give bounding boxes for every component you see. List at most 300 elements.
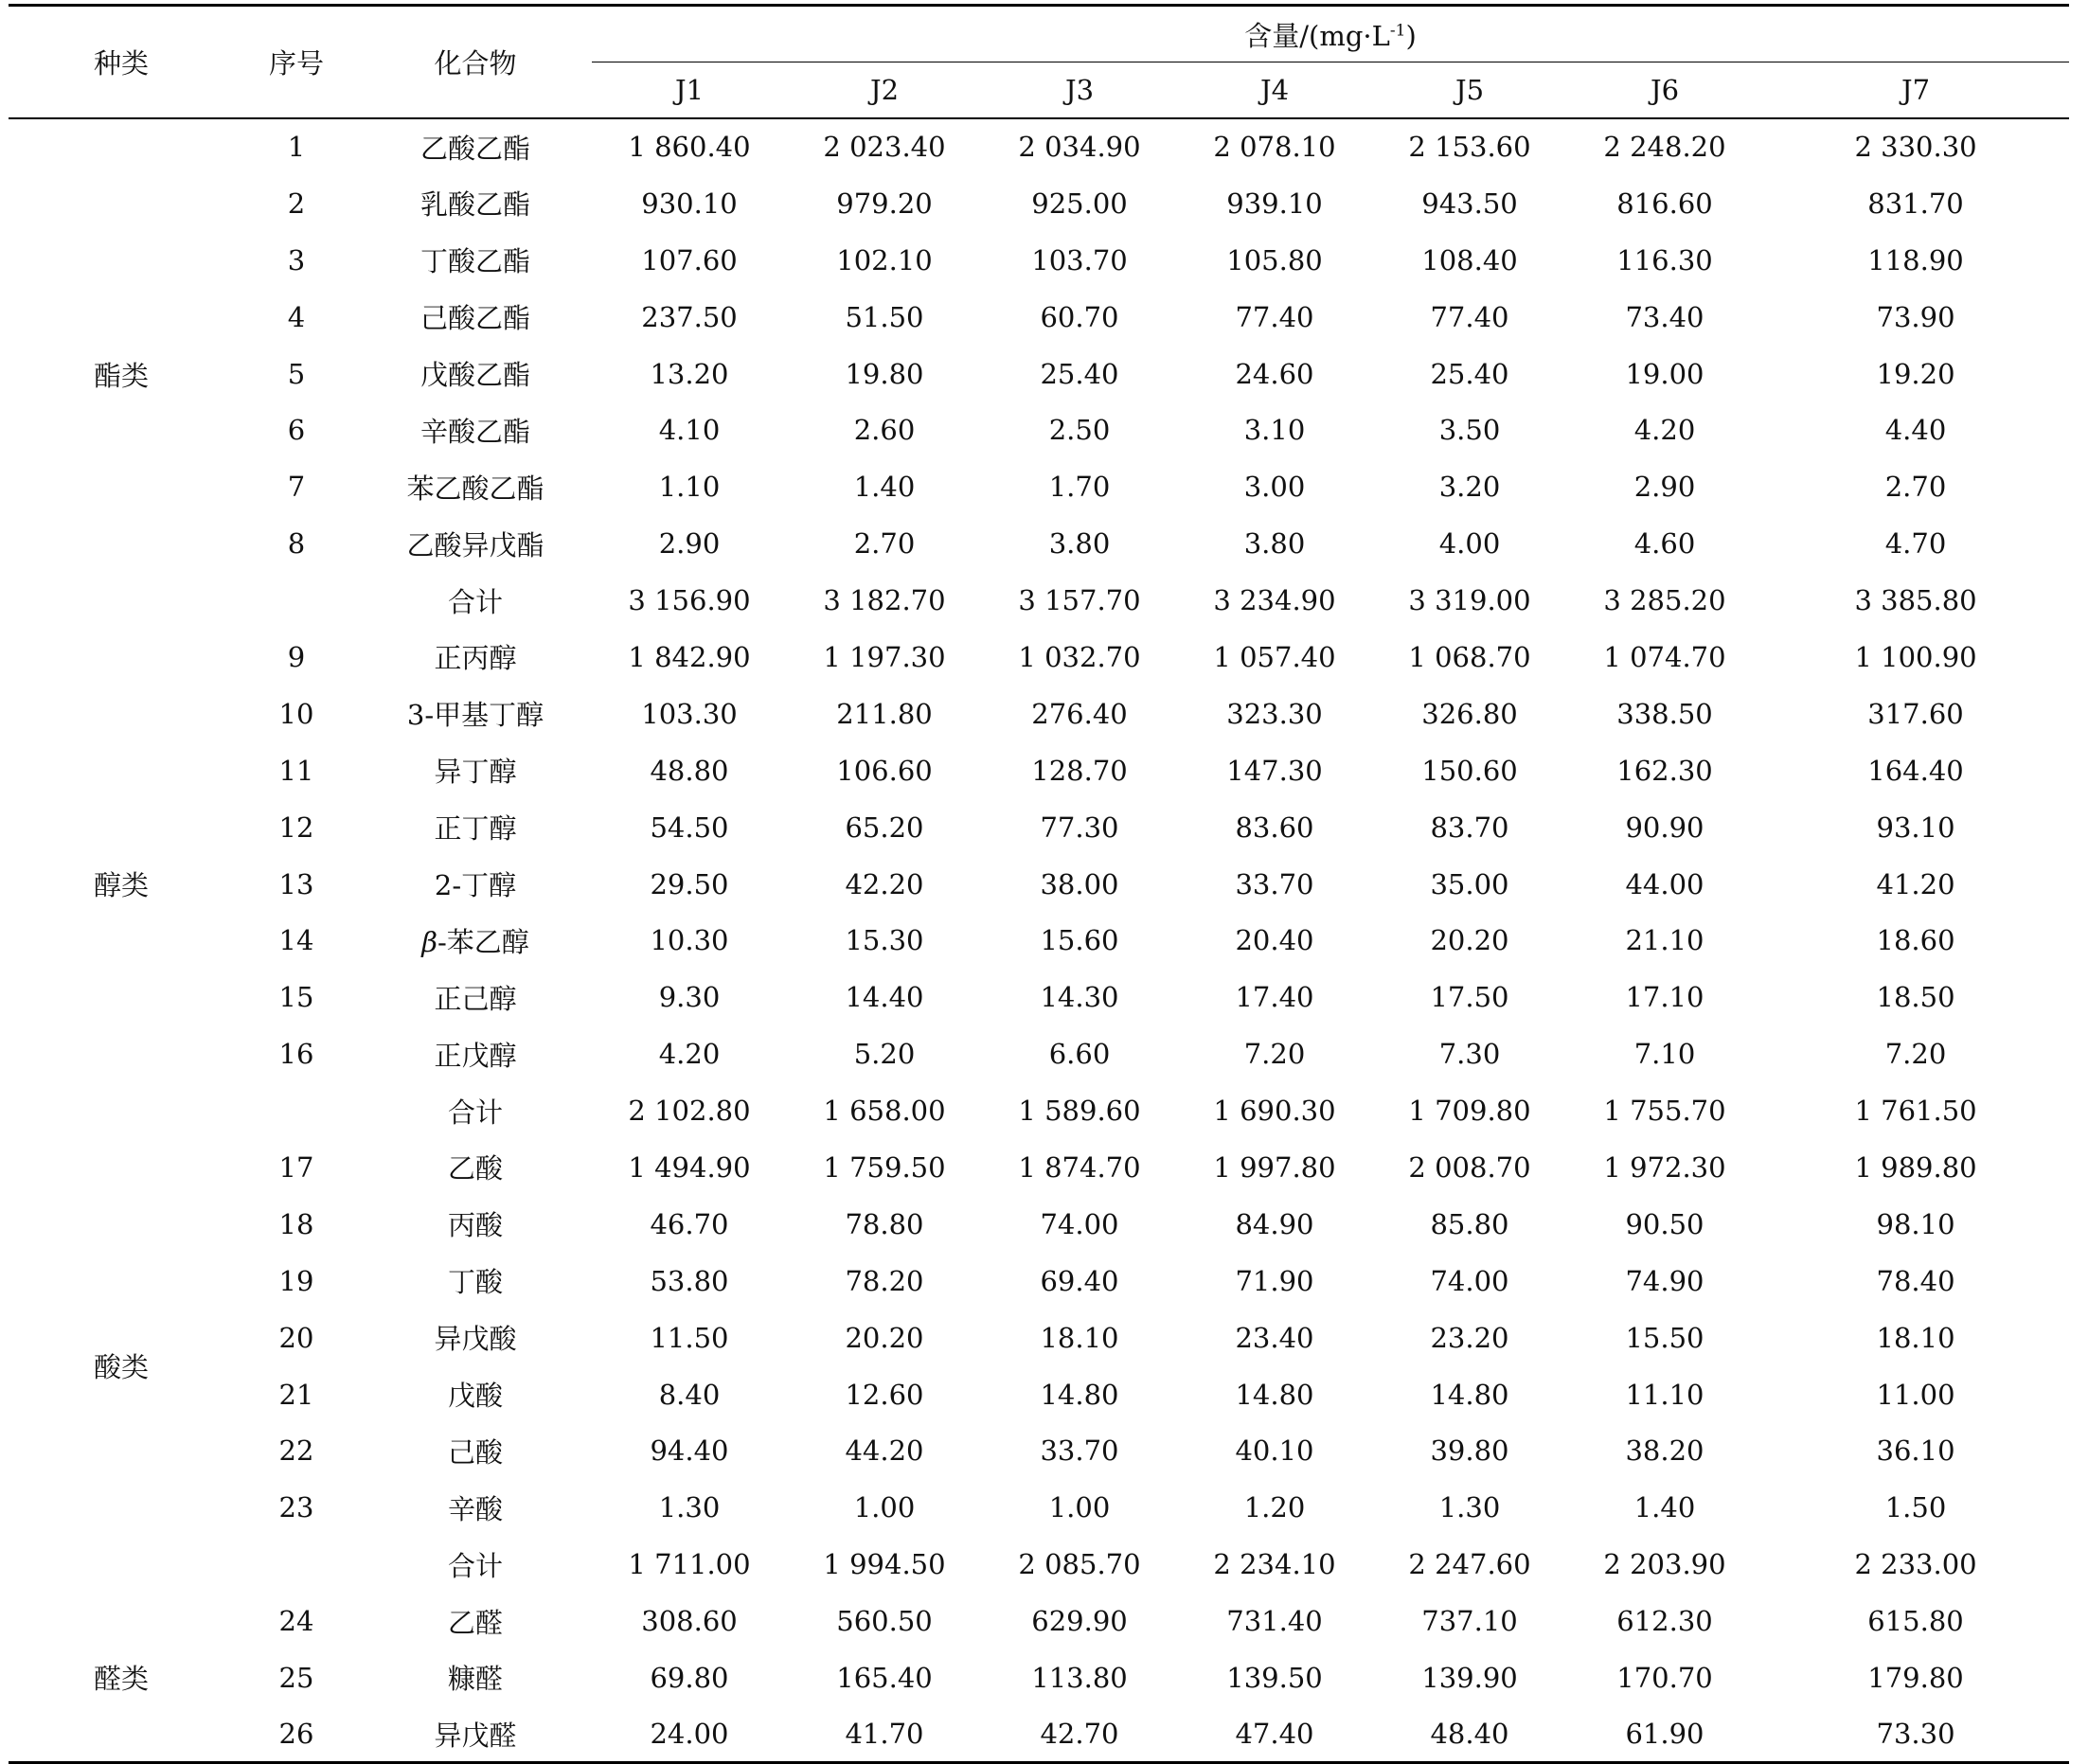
value-cell-j5: 83.70	[1430, 811, 1509, 844]
compound-name-cell: 己酸	[447, 1435, 503, 1469]
value-cell-j3: 1 032.70	[1018, 640, 1141, 673]
compound-name-cell: 戊酸乙酯	[419, 359, 530, 391]
value-cell-j5: 39.80	[1430, 1434, 1509, 1468]
value-cell-j5: 2 247.60	[1408, 1548, 1531, 1581]
value-cell-j3: 3.80	[1048, 527, 1111, 561]
value-cell-j2: 1.40	[853, 471, 916, 504]
value-cell-j7: 7.20	[1884, 1038, 1947, 1071]
value-cell-j4: 24.60	[1235, 357, 1314, 390]
table-row	[9, 175, 2069, 232]
index-cell: 3	[287, 243, 306, 276]
value-cell-j5: 2 008.70	[1408, 1150, 1531, 1184]
value-cell-j4: 84.90	[1235, 1207, 1314, 1240]
value-cell-j4: 33.70	[1235, 867, 1314, 900]
compound-name-cell: 3-甲基丁醇	[406, 699, 544, 732]
index-cell: 24	[278, 1605, 314, 1638]
value-cell-j1: 29.50	[650, 867, 729, 900]
compound-name-cell: 丁酸	[447, 1266, 503, 1299]
value-cell-j6: 38.20	[1625, 1434, 1704, 1468]
index-cell: 9	[287, 640, 306, 673]
index-cell: 13	[278, 867, 314, 900]
index-cell	[234, 1082, 359, 1139]
subtotal-row	[9, 1536, 2069, 1593]
value-cell-j6: 338.50	[1616, 697, 1713, 730]
value-cell-j1: 3 156.90	[628, 584, 751, 617]
value-cell-j2: 2.60	[853, 414, 916, 447]
compound-name-cell: 乙酸	[447, 1152, 503, 1185]
index-cell: 8	[287, 527, 306, 561]
value-cell-j2: 1.00	[853, 1491, 916, 1524]
value-cell-j5: 2 153.60	[1408, 131, 1531, 164]
value-cell-j5: 77.40	[1430, 300, 1509, 333]
index-cell: 6	[287, 414, 306, 447]
value-cell-j3: 1.70	[1048, 471, 1111, 504]
value-cell-j1: 308.60	[641, 1605, 738, 1638]
compound-name-cell: 正丁醇	[434, 812, 517, 846]
compound-name-cell: 乙醛	[447, 1606, 503, 1639]
value-cell-j4: 3.00	[1243, 471, 1306, 504]
table-row	[9, 515, 2069, 572]
value-cell-j4: 71.90	[1235, 1264, 1314, 1297]
index-cell: 17	[278, 1150, 314, 1184]
value-cell-j6: 170.70	[1616, 1661, 1713, 1694]
value-cell-j2: 51.50	[845, 300, 924, 333]
value-cell-j5: 3 319.00	[1408, 584, 1531, 617]
value-cell-j7: 18.10	[1876, 1321, 1955, 1354]
value-cell-j7: 93.10	[1876, 811, 1955, 844]
value-cell-j6: 612.30	[1616, 1605, 1713, 1638]
value-cell-j3: 33.70	[1040, 1434, 1119, 1468]
value-cell-j2: 1 994.50	[823, 1548, 946, 1581]
table-header	[9, 6, 2069, 119]
table-row	[9, 1366, 2069, 1423]
value-cell-j2: 12.60	[845, 1378, 924, 1411]
index-cell: 5	[287, 357, 306, 390]
value-cell-j7: 1.50	[1884, 1491, 1947, 1524]
header-sample-j2: J2	[869, 74, 900, 106]
table-row	[9, 1253, 2069, 1310]
compound-name-cell: 辛酸	[447, 1492, 503, 1525]
header-row-1	[9, 6, 2069, 62]
table-row	[9, 1649, 2069, 1706]
value-cell-j3: 69.40	[1040, 1264, 1119, 1297]
value-cell-j5: 25.40	[1430, 357, 1509, 390]
category-cell: 酯类	[93, 359, 149, 392]
value-cell-j1: 48.80	[650, 754, 729, 787]
value-cell-j2: 20.20	[845, 1321, 924, 1354]
table-row	[9, 1139, 2069, 1196]
value-cell-j6: 17.10	[1625, 981, 1704, 1014]
index-cell: 12	[278, 811, 314, 844]
index-cell: 21	[278, 1378, 314, 1411]
value-cell-j7: 36.10	[1876, 1434, 1955, 1468]
value-cell-j4: 1.20	[1243, 1491, 1306, 1524]
compound-name-cell: 糠醛	[447, 1663, 503, 1696]
value-cell-j6: 19.00	[1625, 357, 1704, 390]
index-cell: 18	[278, 1207, 314, 1240]
header-sample-j3: J3	[1064, 74, 1095, 106]
value-cell-j7: 73.30	[1876, 1718, 1955, 1751]
value-cell-j1: 237.50	[641, 300, 738, 333]
value-cell-j5: 20.20	[1430, 924, 1509, 957]
value-cell-j6: 1.40	[1633, 1491, 1696, 1524]
value-cell-j5: 139.90	[1421, 1661, 1518, 1694]
value-cell-j3: 925.00	[1031, 187, 1128, 220]
index-cell	[234, 572, 359, 629]
value-cell-j7: 73.90	[1876, 300, 1955, 333]
value-cell-j3: 1.00	[1048, 1491, 1111, 1524]
value-cell-j4: 939.10	[1226, 187, 1323, 220]
value-cell-j1: 53.80	[650, 1264, 729, 1297]
header-sample-j6: J6	[1650, 74, 1680, 106]
table-row	[9, 799, 2069, 856]
value-cell-j7: 1 989.80	[1854, 1150, 1977, 1184]
value-cell-j6: 4.60	[1633, 527, 1696, 561]
table-row	[9, 1706, 2069, 1763]
value-cell-j3: 128.70	[1031, 754, 1128, 787]
compound-name-cell: 辛酸乙酯	[419, 415, 530, 448]
value-cell-j1: 8.40	[658, 1378, 721, 1411]
table-row	[9, 401, 2069, 458]
value-cell-j6: 90.90	[1625, 811, 1704, 844]
value-cell-j3: 74.00	[1040, 1207, 1119, 1240]
value-cell-j4: 2 078.10	[1213, 131, 1336, 164]
value-cell-j3: 15.60	[1040, 924, 1119, 957]
value-cell-j5: 1.30	[1438, 1491, 1501, 1524]
table-row	[9, 1025, 2069, 1082]
value-cell-j5: 23.20	[1430, 1321, 1509, 1354]
value-cell-j2: 65.20	[845, 811, 924, 844]
value-cell-j6: 21.10	[1625, 924, 1704, 957]
index-cell: 2	[287, 187, 306, 220]
header-compound: 化合物	[434, 47, 517, 80]
value-cell-j4: 14.80	[1235, 1378, 1314, 1411]
value-cell-j7: 18.60	[1876, 924, 1955, 957]
value-cell-j1: 1 842.90	[628, 640, 751, 673]
index-cell: 16	[278, 1038, 314, 1071]
value-cell-j7: 317.60	[1867, 697, 1964, 730]
value-cell-j1: 46.70	[650, 1207, 729, 1240]
table-row	[9, 1422, 2069, 1479]
value-cell-j2: 102.10	[836, 243, 933, 276]
value-cell-j3: 18.10	[1040, 1321, 1119, 1354]
value-cell-j1: 107.60	[641, 243, 738, 276]
value-cell-j6: 816.60	[1616, 187, 1713, 220]
value-cell-j2: 106.60	[836, 754, 933, 787]
value-cell-j2: 3 182.70	[823, 584, 946, 617]
value-cell-j2: 15.30	[845, 924, 924, 957]
value-cell-j3: 2.50	[1048, 414, 1111, 447]
header-sample-j7: J7	[1901, 74, 1931, 106]
value-cell-j1: 1.30	[658, 1491, 721, 1524]
category-cell: 醇类	[93, 869, 149, 902]
value-cell-j6: 15.50	[1625, 1321, 1704, 1354]
value-cell-j3: 6.60	[1048, 1038, 1111, 1071]
value-cell-j4: 1 690.30	[1213, 1095, 1336, 1128]
compound-name-cell: 正丙醇	[434, 642, 517, 675]
value-cell-j5: 35.00	[1430, 867, 1509, 900]
value-cell-j6: 1 972.30	[1603, 1150, 1726, 1184]
index-cell: 20	[278, 1321, 314, 1354]
value-cell-j3: 14.80	[1040, 1378, 1119, 1411]
value-cell-j5: 74.00	[1430, 1264, 1509, 1297]
value-cell-j6: 61.90	[1625, 1718, 1704, 1751]
value-cell-j5: 108.40	[1421, 243, 1518, 276]
value-cell-j7: 2 330.30	[1854, 131, 1977, 164]
index-cell: 22	[278, 1434, 314, 1468]
value-cell-j6: 162.30	[1616, 754, 1713, 787]
value-cell-j3: 629.90	[1031, 1605, 1128, 1638]
value-cell-j7: 3 385.80	[1854, 584, 1977, 617]
value-cell-j7: 615.80	[1867, 1605, 1964, 1638]
table-row	[9, 856, 2069, 913]
value-cell-j1: 2.90	[658, 527, 721, 561]
value-cell-j1: 4.10	[658, 414, 721, 447]
value-cell-j6: 1 074.70	[1603, 640, 1726, 673]
value-cell-j2: 41.70	[845, 1718, 924, 1751]
compound-name-cell: 苯乙酸乙酯	[406, 472, 544, 505]
value-cell-j3: 103.70	[1031, 243, 1128, 276]
index-cell: 10	[278, 697, 314, 730]
table-row	[9, 629, 2069, 686]
value-cell-j5: 737.10	[1421, 1605, 1518, 1638]
value-cell-j6: 44.00	[1625, 867, 1704, 900]
subtotal-label-cell: 合计	[447, 1096, 503, 1129]
value-cell-j7: 19.20	[1876, 357, 1955, 390]
value-cell-j3: 77.30	[1040, 811, 1119, 844]
table-row	[9, 912, 2069, 969]
index-cell: 4	[287, 300, 306, 333]
value-cell-j6: 2.90	[1633, 471, 1696, 504]
value-cell-j7: 1 100.90	[1854, 640, 1977, 673]
value-cell-j7: 4.70	[1884, 527, 1947, 561]
table-row	[9, 686, 2069, 742]
value-cell-j7: 11.00	[1876, 1378, 1955, 1411]
index-cell: 7	[287, 471, 306, 504]
header-sample-j1: J1	[674, 74, 705, 106]
value-cell-j2: 2.70	[853, 527, 916, 561]
table-body	[9, 118, 2069, 1763]
value-cell-j4: 23.40	[1235, 1321, 1314, 1354]
value-cell-j3: 42.70	[1040, 1718, 1119, 1751]
value-cell-j7: 831.70	[1867, 187, 1964, 220]
value-cell-j5: 85.80	[1430, 1207, 1509, 1240]
table-row	[9, 742, 2069, 799]
value-cell-j2: 165.40	[836, 1661, 933, 1694]
value-cell-j5: 943.50	[1421, 187, 1518, 220]
value-cell-j3: 1 589.60	[1018, 1095, 1141, 1128]
value-cell-j2: 14.40	[845, 981, 924, 1014]
value-cell-j4: 40.10	[1235, 1434, 1314, 1468]
value-cell-j5: 1 709.80	[1408, 1095, 1531, 1128]
header-content-sup: -1	[1389, 20, 1406, 40]
value-cell-j6: 2 203.90	[1603, 1548, 1726, 1581]
table-row	[9, 289, 2069, 346]
value-cell-j6: 4.20	[1633, 414, 1696, 447]
value-cell-j5: 7.30	[1438, 1038, 1501, 1071]
compound-name-cell: 异戊醛	[434, 1719, 517, 1752]
value-cell-j7: 18.50	[1876, 981, 1955, 1014]
index-cell: 19	[278, 1264, 314, 1297]
value-cell-j2: 78.80	[845, 1207, 924, 1240]
compound-name-cell: 2-丁醇	[434, 869, 517, 902]
value-cell-j6: 2 248.20	[1603, 131, 1726, 164]
value-cell-j1: 9.30	[658, 981, 721, 1014]
value-cell-j7: 1 761.50	[1854, 1095, 1977, 1128]
value-cell-j1: 69.80	[650, 1661, 729, 1694]
value-cell-j1: 13.20	[650, 357, 729, 390]
value-cell-j4: 1 057.40	[1213, 640, 1336, 673]
compound-name-cell: 戊酸	[447, 1380, 503, 1413]
compound-name-cell: 丙酸	[447, 1209, 503, 1242]
value-cell-j5: 4.00	[1438, 527, 1501, 561]
value-cell-j4: 3 234.90	[1213, 584, 1336, 617]
value-cell-j1: 103.30	[641, 697, 738, 730]
header-category: 种类	[93, 47, 149, 80]
value-cell-j7: 179.80	[1867, 1661, 1964, 1694]
value-cell-j3: 60.70	[1040, 300, 1119, 333]
header-index: 序号	[268, 47, 324, 80]
compound-name-cell: 正戊醇	[434, 1039, 517, 1072]
table-row	[9, 232, 2069, 289]
table-row	[9, 118, 2069, 175]
value-cell-j4: 2 234.10	[1213, 1548, 1336, 1581]
index-cell: 15	[278, 981, 314, 1014]
value-cell-j1: 930.10	[641, 187, 738, 220]
header-sample-j5: J5	[1454, 74, 1485, 106]
table-row	[9, 1310, 2069, 1366]
subtotal-label-cell: 合计	[447, 1549, 503, 1582]
value-cell-j4: 1 997.80	[1213, 1150, 1336, 1184]
value-cell-j7: 4.40	[1884, 414, 1947, 447]
value-cell-j5: 326.80	[1421, 697, 1518, 730]
value-cell-j5: 3.50	[1438, 414, 1501, 447]
value-cell-j1: 24.00	[650, 1718, 729, 1751]
value-cell-j4: 731.40	[1226, 1605, 1323, 1638]
header-content-end: )	[1405, 19, 1417, 52]
header-sample-j4: J4	[1259, 74, 1290, 106]
value-cell-j3: 14.30	[1040, 981, 1119, 1014]
compound-name-cell: 异丁醇	[434, 756, 517, 789]
compound-name-cell: 异戊酸	[434, 1323, 517, 1356]
value-cell-j4: 147.30	[1226, 754, 1323, 787]
header-content	[592, 6, 2069, 62]
table-row	[9, 1479, 2069, 1536]
index-cell: 26	[278, 1718, 314, 1751]
value-cell-j2: 44.20	[845, 1434, 924, 1468]
value-cell-j2: 1 759.50	[823, 1150, 946, 1184]
compound-name-cell: β-苯乙醇	[421, 925, 529, 958]
value-cell-j5: 1 068.70	[1408, 640, 1531, 673]
value-cell-j6: 116.30	[1616, 243, 1713, 276]
value-cell-j1: 11.50	[650, 1321, 729, 1354]
value-cell-j1: 94.40	[650, 1434, 729, 1468]
value-cell-j5: 14.80	[1430, 1378, 1509, 1411]
value-cell-j4: 3.10	[1243, 414, 1306, 447]
value-cell-j4: 3.80	[1243, 527, 1306, 561]
header-content-base: 含量/(mg·L	[1244, 19, 1390, 52]
value-cell-j7: 98.10	[1876, 1207, 1955, 1240]
value-cell-j4: 47.40	[1235, 1718, 1314, 1751]
value-cell-j7: 164.40	[1867, 754, 1964, 787]
compound-name-cell: 乳酸乙酯	[419, 188, 530, 222]
compound-name-cell: 己酸乙酯	[419, 302, 530, 335]
value-cell-j1: 1 494.90	[628, 1150, 751, 1184]
value-cell-j5: 48.40	[1430, 1718, 1509, 1751]
subtotal-label-cell: 合计	[447, 585, 503, 618]
value-cell-j2: 1 658.00	[823, 1095, 946, 1128]
value-cell-j3: 25.40	[1040, 357, 1119, 390]
value-cell-j3: 3 157.70	[1018, 584, 1141, 617]
value-cell-j3: 113.80	[1031, 1661, 1128, 1694]
value-cell-j2: 211.80	[836, 697, 933, 730]
value-cell-j1: 10.30	[650, 924, 729, 957]
value-cell-j4: 77.40	[1235, 300, 1314, 333]
value-cell-j3: 276.40	[1031, 697, 1128, 730]
value-cell-j2: 979.20	[836, 187, 933, 220]
value-cell-j6: 90.50	[1625, 1207, 1704, 1240]
value-cell-j4: 17.40	[1235, 981, 1314, 1014]
table-row	[9, 1593, 2069, 1649]
table-row	[9, 969, 2069, 1025]
table-row	[9, 346, 2069, 402]
value-cell-j6: 73.40	[1625, 300, 1704, 333]
value-cell-j3: 2 085.70	[1018, 1548, 1141, 1581]
value-cell-j1: 4.20	[658, 1038, 721, 1071]
value-cell-j4: 83.60	[1235, 811, 1314, 844]
index-cell: 11	[278, 754, 314, 787]
value-cell-j4: 7.20	[1243, 1038, 1306, 1071]
index-cell: 14	[278, 924, 314, 957]
value-cell-j1: 54.50	[650, 811, 729, 844]
category-cell: 酸类	[93, 1351, 149, 1384]
compound-name-cell: 乙酸乙酯	[419, 132, 530, 165]
value-cell-j1: 1 711.00	[628, 1548, 751, 1581]
value-cell-j2: 1 197.30	[823, 640, 946, 673]
value-cell-j2: 78.20	[845, 1264, 924, 1297]
value-cell-j5: 150.60	[1421, 754, 1518, 787]
value-cell-j2: 560.50	[836, 1605, 933, 1638]
compound-name-cell: 正己醇	[434, 982, 517, 1015]
value-cell-j4: 139.50	[1226, 1661, 1323, 1694]
value-cell-j7: 41.20	[1876, 867, 1955, 900]
value-cell-j4: 323.30	[1226, 697, 1323, 730]
compound-content-table	[9, 4, 2069, 1764]
value-cell-j4: 105.80	[1226, 243, 1323, 276]
value-cell-j6: 74.90	[1625, 1264, 1704, 1297]
value-cell-j1: 1.10	[658, 471, 721, 504]
value-cell-j7: 2.70	[1884, 471, 1947, 504]
value-cell-j7: 2 233.00	[1854, 1548, 1977, 1581]
index-cell: 25	[278, 1661, 314, 1694]
value-cell-j3: 2 034.90	[1018, 131, 1141, 164]
value-cell-j6: 7.10	[1633, 1038, 1696, 1071]
index-cell: 1	[287, 131, 306, 164]
value-cell-j3: 1 874.70	[1018, 1150, 1141, 1184]
value-cell-j7: 78.40	[1876, 1264, 1955, 1297]
value-cell-j6: 3 285.20	[1603, 584, 1726, 617]
table-row	[9, 1196, 2069, 1253]
value-cell-j6: 11.10	[1625, 1378, 1704, 1411]
index-cell	[234, 1536, 359, 1593]
value-cell-j2: 2 023.40	[823, 131, 946, 164]
index-cell: 23	[278, 1491, 314, 1524]
value-cell-j1: 2 102.80	[628, 1095, 751, 1128]
value-cell-j6: 1 755.70	[1603, 1095, 1726, 1128]
value-cell-j5: 3.20	[1438, 471, 1501, 504]
value-cell-j3: 38.00	[1040, 867, 1119, 900]
value-cell-j4: 20.40	[1235, 924, 1314, 957]
